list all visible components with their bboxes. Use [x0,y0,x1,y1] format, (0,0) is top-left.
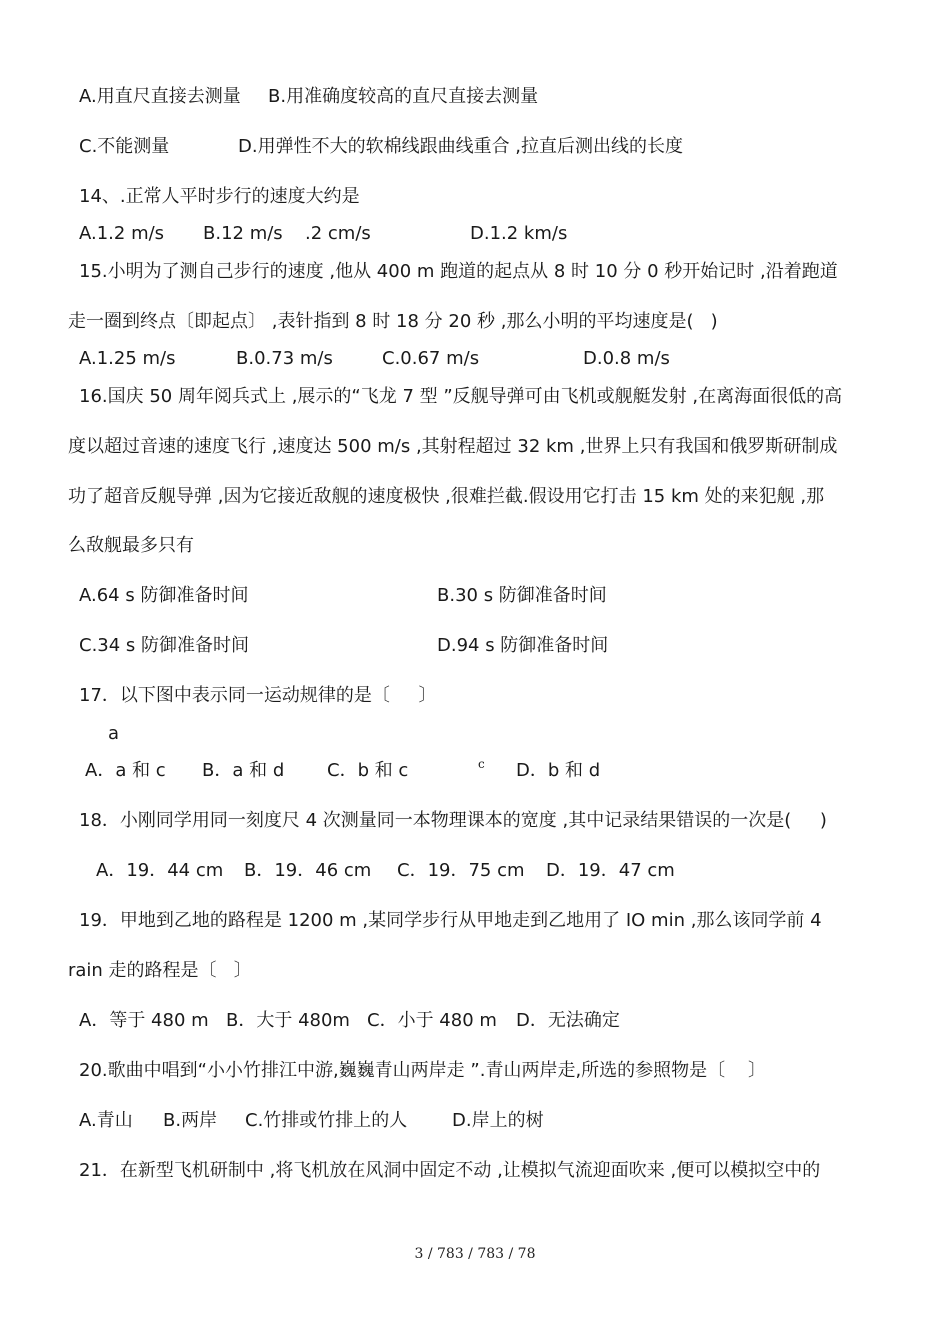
q18-stem: 18．小刚同学用同一刻度尺 4 次测量同一本物理课本的宽度 ,其中记录结果错误的一次是( ) [79,810,827,831]
q13-option-a: A.用直尺直接去测量 [79,86,241,107]
q19-line-1: 19．甲地到乙地的路程是 1200 m ,某同学步行从甲地走到乙地用了 IO min ,那么该同学前 4 [79,910,822,931]
q16-option-b: B.30 s 防御准备时间 [437,585,607,606]
q13-option-b: B.用准确度较高的直尺直接去测量 [268,86,539,107]
q15-option-c: C.0.67 m/s [382,348,480,369]
q13-option-d: D.用弹性不大的软棉线跟曲线重合 ,拉直后测出线的长度 [238,136,684,157]
q16-option-d: D.94 s 防御准备时间 [437,635,609,656]
q20-option-c: C.竹排或竹排上的人 [245,1110,408,1131]
q20-option-a: A.青山 [79,1110,133,1131]
q20-stem: 20.歌曲中唱到“小小竹排江中游,巍巍青山两岸走 ”.青山两岸走,所选的参照物是〔 〕 [79,1060,767,1081]
q20-option-d: D.岸上的树 [452,1110,544,1131]
q17-stem: 17．以下图中表示同一运动规律的是〔 〕 [79,685,437,706]
q14-option-d: D.1.2 km/s [470,223,568,244]
q16-line-4: 么敌舰最多只有 [68,535,194,556]
q16-option-a: A.64 s 防御准备时间 [79,585,249,606]
q18-option-c: C．19．75 cm [397,860,525,881]
q14-option-b: B.12 m/s [203,223,283,244]
q19-option-c: C．小于 480 m [367,1010,497,1031]
q16-option-c: C.34 s 防御准备时间 [79,635,250,656]
q20-option-b: B.两岸 [163,1110,218,1131]
q18-option-a: A．19．44 cm [96,860,224,881]
q15-line-1: 15.小明为了测自己步行的速度 ,他从 400 m 跑道的起点从 8 时 10 分 0 秒开始记时 ,沿着跑道 [79,261,838,282]
q14-option-a: A.1.2 m/s [79,223,165,244]
q17-option-c: C．b 和 c [327,760,409,781]
q18-option-d: D．19．47 cm [546,860,675,881]
q14-stem: 14、.正常人平时步行的速度大约是 [79,186,360,207]
q14-option-c: .2 cm/s [305,223,371,244]
q19-option-a: A．等于 480 m [79,1010,209,1031]
q19-option-b: B．大于 480m [226,1010,350,1031]
page-footer: 3 / 783 / 783 / 78 [414,1246,536,1262]
q15-option-b: B.0.73 m/s [236,348,333,369]
q17-figure-label-c: c [478,757,485,771]
q17-option-d: D．b 和 d [516,760,601,781]
q17-option-b: B．a 和 d [202,760,285,781]
q16-line-2: 度以超过音速的速度飞行 ,速度达 500 m/s ,其射程超过 32 km ,世界上只有我国和俄罗斯研制成 [68,436,838,457]
q15-option-a: A.1.25 m/s [79,348,176,369]
q19-option-d: D．无法确定 [516,1010,620,1031]
q13-option-c: C.不能测量 [79,136,170,157]
q21-line-1: 21．在新型飞机研制中 ,将飞机放在风洞中固定不动 ,让模拟气流迎面吹来 ,便可以模拟空中的 [79,1160,821,1181]
q16-line-3: 功了超音反舰导弹 ,因为它接近敌舰的速度极快 ,很难拦截.假设用它打击 15 km 处的来犯舰 ,那 [68,486,825,507]
q17-option-a: A．a 和 c [85,760,166,781]
q19-line-2: rain 走的路程是〔 〕 [68,960,252,981]
q16-line-1: 16.国庆 50 周年阅兵式上 ,展示的“飞龙 7 型 ”反舰导弹可由飞机或舰艇发射 ,在离海面很低的高 [79,386,843,407]
q17-figure-label-a: a [108,723,120,744]
q15-line-2: 走一圈到终点〔即起点〕 ,表针指到 8 时 18 分 20 秒 ,那么小明的平均速度是( ) [68,311,718,332]
q18-option-b: B．19．46 cm [244,860,372,881]
q15-option-d: D.0.8 m/s [583,348,670,369]
